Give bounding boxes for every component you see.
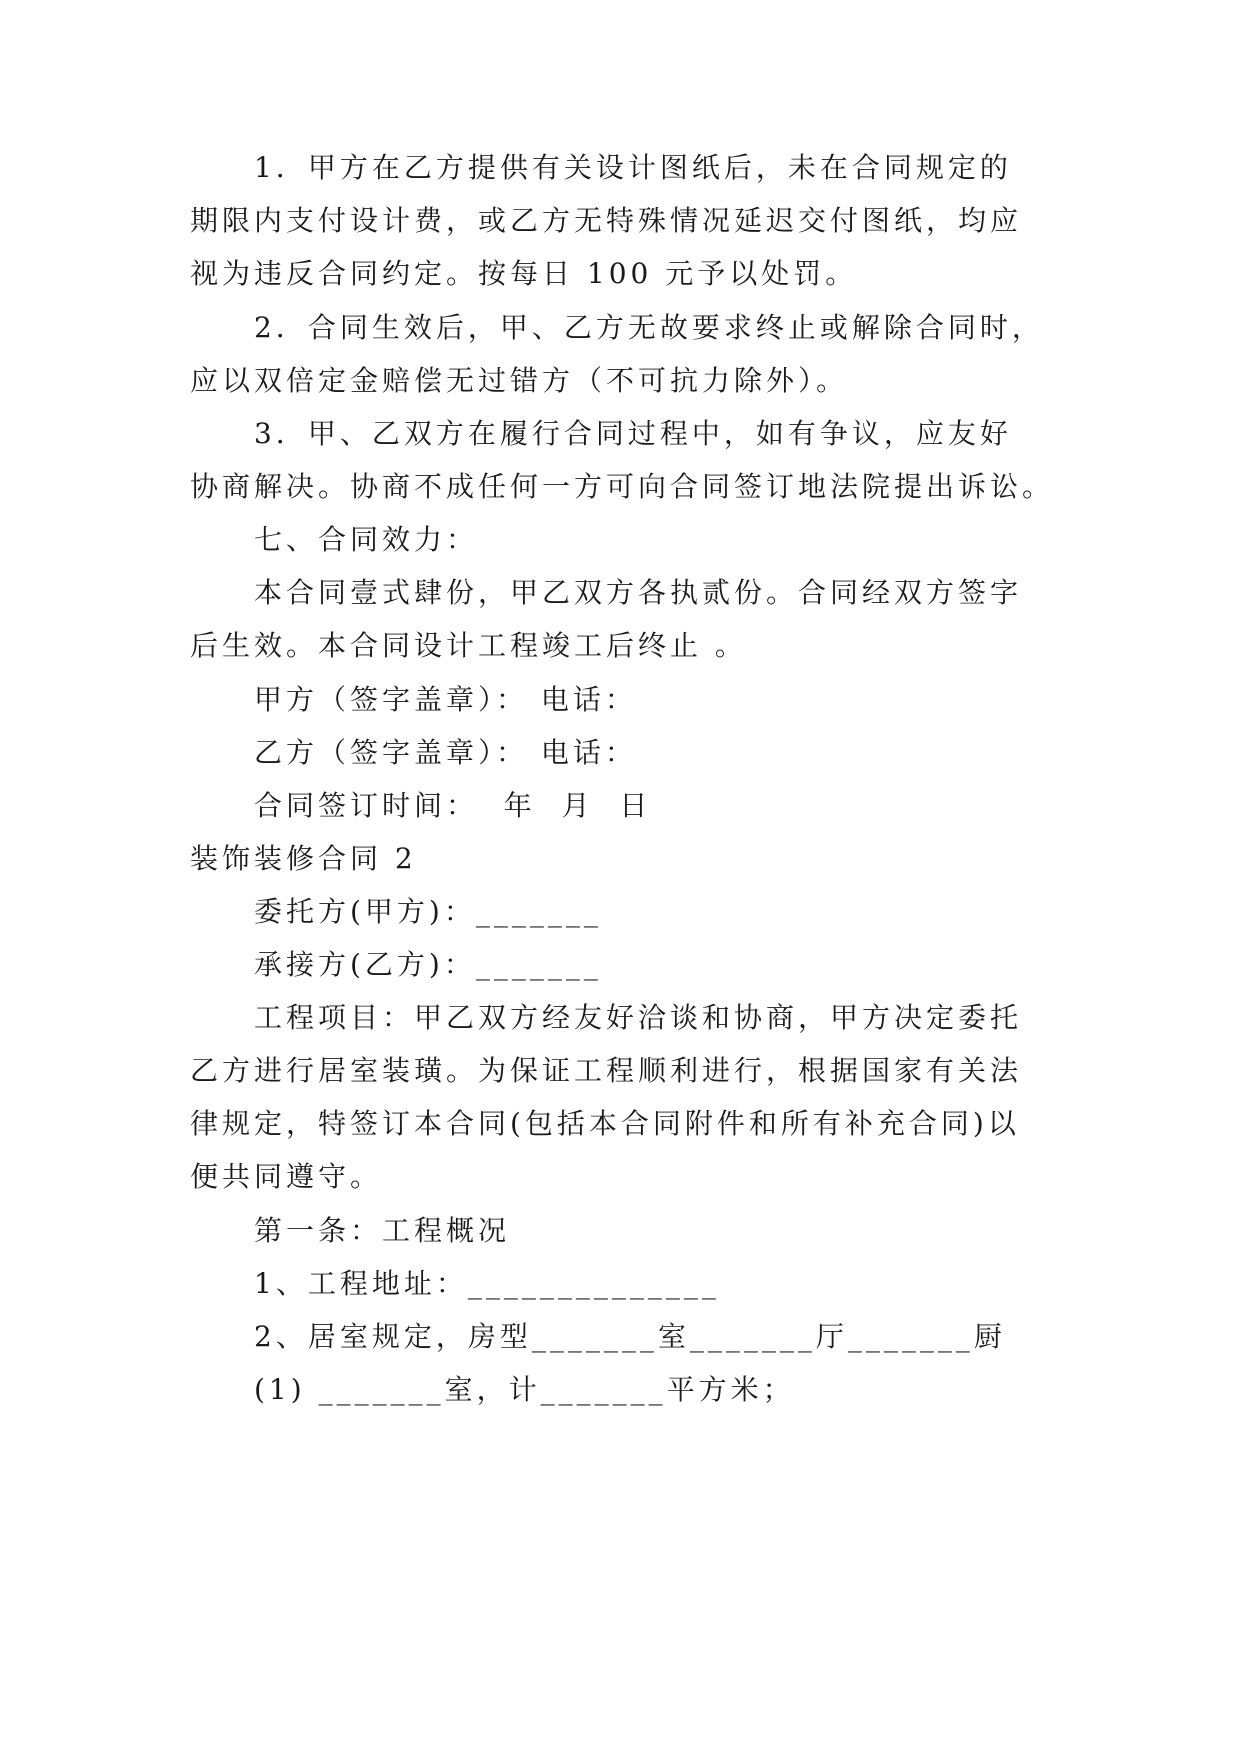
client-party-field: 委托方(甲方)：_______ [254,895,602,928]
clause-3-line-1: 3．甲、乙双方在履行合同过程中，如有争议，应友好 [254,417,1012,450]
section-heading-effect: 七、合同效力： [254,523,479,556]
project-line-2: 乙方进行居室装璜。为保证工程顺利进行，根据国家有关法 [190,1054,1023,1087]
room-layout-field: 2、居室规定，房型_______室_______厅_______厨 [254,1320,1006,1353]
contractor-party-field: 承接方(乙方)：_______ [254,948,602,981]
clause-1-line-3: 视为违反合同约定。按每日 100 元予以处罚。 [190,257,858,290]
article-1-heading: 第一条：工程概况 [254,1214,511,1247]
clause-2-line-2: 应以双倍定金赔偿无过错方（不可抗力除外）。 [190,364,849,397]
effect-line-1: 本合同壹式肆份，甲乙双方各执贰份。合同经双方签字 [254,576,1023,609]
project-address-field: 1、工程地址：______________ [254,1267,720,1300]
clause-3-line-2: 协商解决。协商不成任何一方可向合同签订地法院提出诉讼。 [190,470,1055,503]
project-line-1: 工程项目：甲乙双方经友好洽谈和协商，甲方决定委托 [254,1001,1023,1034]
signing-date: 合同签订时间： 年 月 日 [254,789,652,822]
clause-1-line-1: 1．甲方在乙方提供有关设计图纸后，未在合同规定的 [254,151,1012,184]
party-b-signature: 乙方（签字盖章）： 电话： [254,736,637,769]
clause-1-line-2: 期限内支付设计费，或乙方无特殊情况延迟交付图纸，均应 [190,204,1023,237]
room-area-field: (1) _______室，计_______平方米； [254,1373,795,1406]
contract-2-title: 装饰装修合同 2 [190,842,417,875]
party-a-signature: 甲方（签字盖章）： 电话： [254,683,637,716]
project-line-3: 律规定，特签订本合同(包括本合同附件和所有补充合同)以 [190,1107,1020,1140]
project-line-4: 便共同遵守。 [190,1160,383,1193]
effect-line-2: 后生效。本合同设计工程竣工后终止 。 [190,629,747,662]
clause-2-line-1: 2．合同生效后，甲、乙方无故要求终止或解除合同时， [254,311,1044,344]
